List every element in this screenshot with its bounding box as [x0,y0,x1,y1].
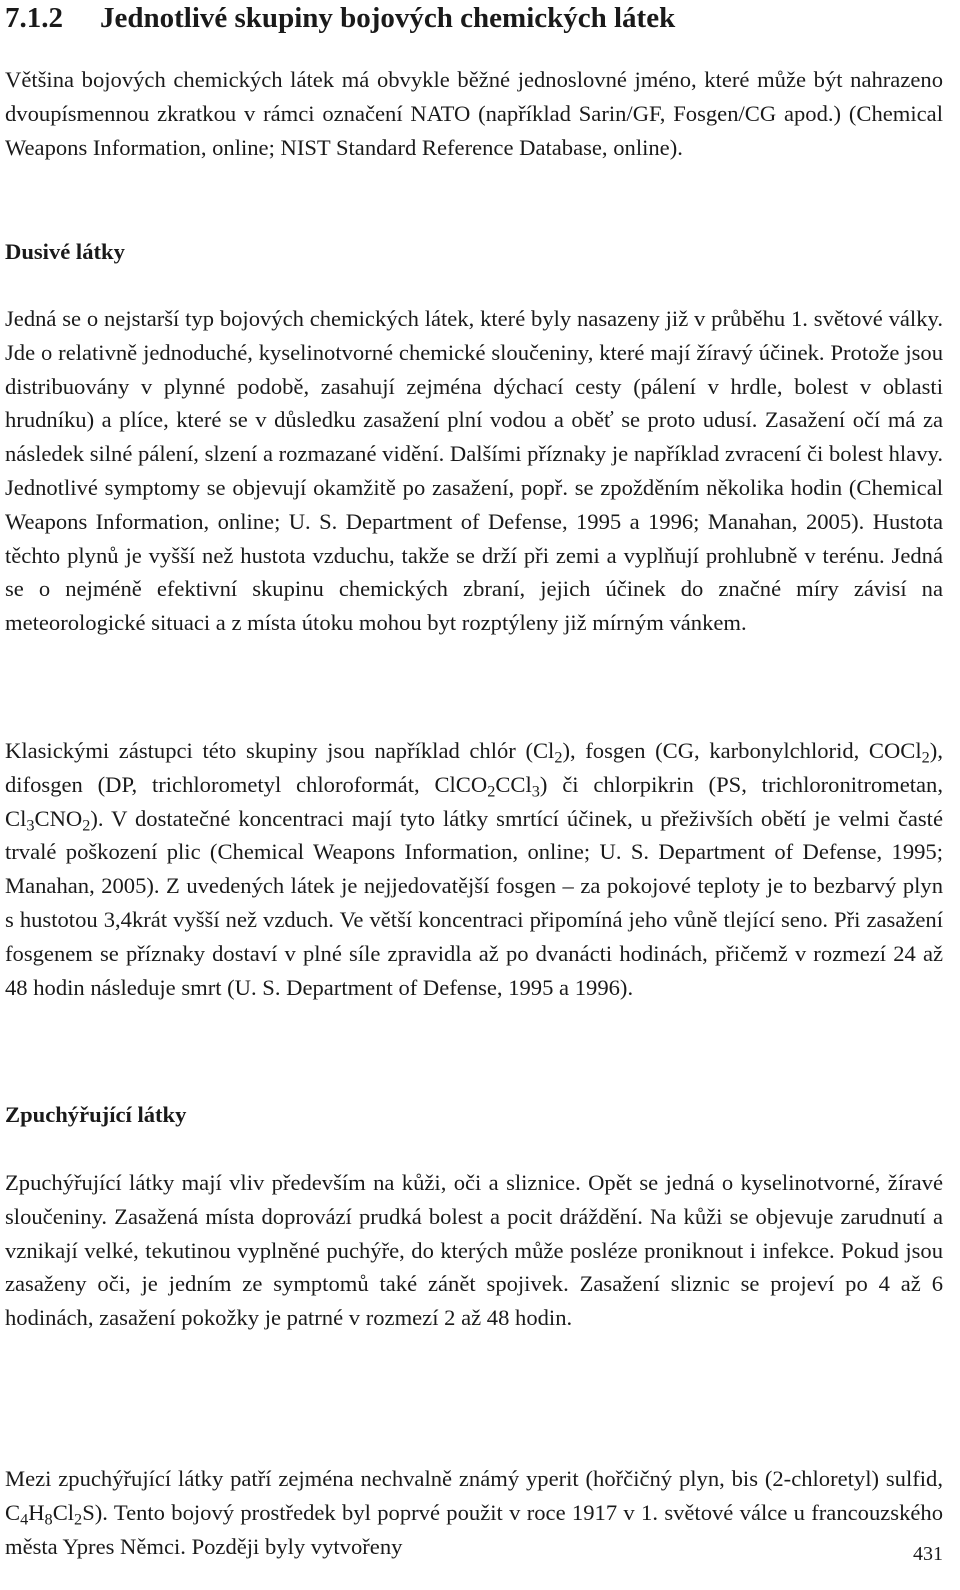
section-heading [5,0,675,38]
paragraph-dusive-1: Jedná se o nejstarší typ bojových chemických látek, které byly nasazeny již v průběhu 1. světové války. Jde o relativně jednoduché, kyselinotvorné chemické sloučeniny, které mají žíravý účinek. Protože jsou distribuovány v plynné podobě, zasahují zejména dýchací cesty (pálení v hrdle, bolest v oblasti hrudníku) a plíce, které se v důsledku zasažení plní vodou a oběť se proto udusí. Zasažení očí má za následek silné pálení, slzení a rozmazané vidění. Dalšími příznaky je například zvracení či bolest hlavy. Jednotlivé symptomy se objevují okamžitě po zasažení, popř. se zpožděním několika hodin (Chemical Weapons Information, online; U. S. Department of Defense, 1995 a 1996; Manahan, 2005). Hustota těchto plynů je vyšší než hustota vzduchu, takže se drží při zemi a vyplňují prohlubně v terénu. Jedná se o nejméně efektivní skupinu chemických zbraní, jejich účinek do značné míry závisí na meteorologické situaci a z místa útoku mohou byt rozptýleny již mírným vánkem. [5,306,943,636]
paragraph-zpuchyrujici-2: Mezi zpuchýřující látky patří zejména nechvalně známý yperit (hořčičný plyn, bis (2-chloretyl) sulfid, $C_4H_8Cl_2S$). Tento bojový prostředek byl poprvé použit v roce 1917 v 1. světové válce u francouzského města Ypres Němci. Později byly vytvořeny [5,1466,943,1559]
subheading-dusive: Dusivé látky [5,239,125,264]
section-number: 7.1.2 [5,2,63,34]
intro-paragraph: Většina bojových chemických látek má obvykle běžné jednoslovné jméno, které může být nahrazeno dvoupísmennou zkratkou v rámci označení NATO (například Sarin/GF, Fosgen/CG apod.) (Chemical Weapons Information, online; NIST Standard Reference Database, online). [5,67,943,160]
page-number: 431 [913,1543,943,1565]
paragraph-zpuchyrujici-1: Zpuchýřující látky mají vliv především na kůži, oči a sliznice. Opět se jedná o kyselinotvorné, žíravé sloučeniny. Zasažená místa doprovází prudká bolest a pocit dráždění. Na kůži se objevuje zarudnutí a vznikají velké, tekutinou vyplněné puchýře, do kterých může posléze proniknout i infekce. Pokud jsou zasaženy oči, je jedním ze symptomů také zánět spojivek. Zasažení sliznic se projeví po 4 až 6 hodinách, zasažení pokožky je patrné v rozmezí 2 až 48 hodin. [5,1170,943,1331]
section-title: Jednotlivé skupiny bojových chemických látek [100,2,676,34]
subheading-zpuchyrujici: Zpuchýřující látky [5,1102,187,1127]
paragraph-dusive-2: Klasickými zástupci této skupiny jsou například chlór $(Cl_2)$, fosgen (CG, karbonylchlorid, COCl$_2$), difosgen (DP, trichlorometyl chloroformát, ClCO$_2$CCl$_3$) či chlorpikrin (PS, trichloronitrometan, $Cl_3CNO_2$). V dostatečné koncentraci mají tyto látky smrtící účinek, u přeživších obětí je velmi časté trvalé poškození plic (Chemical Weapons Information, online; U. S. Department of Defense, 1995; Manahan, 2005). Z uvedených látek je nejjedovatější fosgen – za pokojové teploty je to bezbarvý plyn s hustotou 3,4krát vyšší než vzduch. Ve větší koncentraci připomíná jeho vůně tlející seno. Při zasažení fosgenem se příznaky dostaví v plné síle zpravidla až po dvanácti hodinách, přičemž v rozmezí 24 až 48 hodin následuje smrt (U. S. Department of Defense, 1995 a 1996). [5,738,943,1000]
